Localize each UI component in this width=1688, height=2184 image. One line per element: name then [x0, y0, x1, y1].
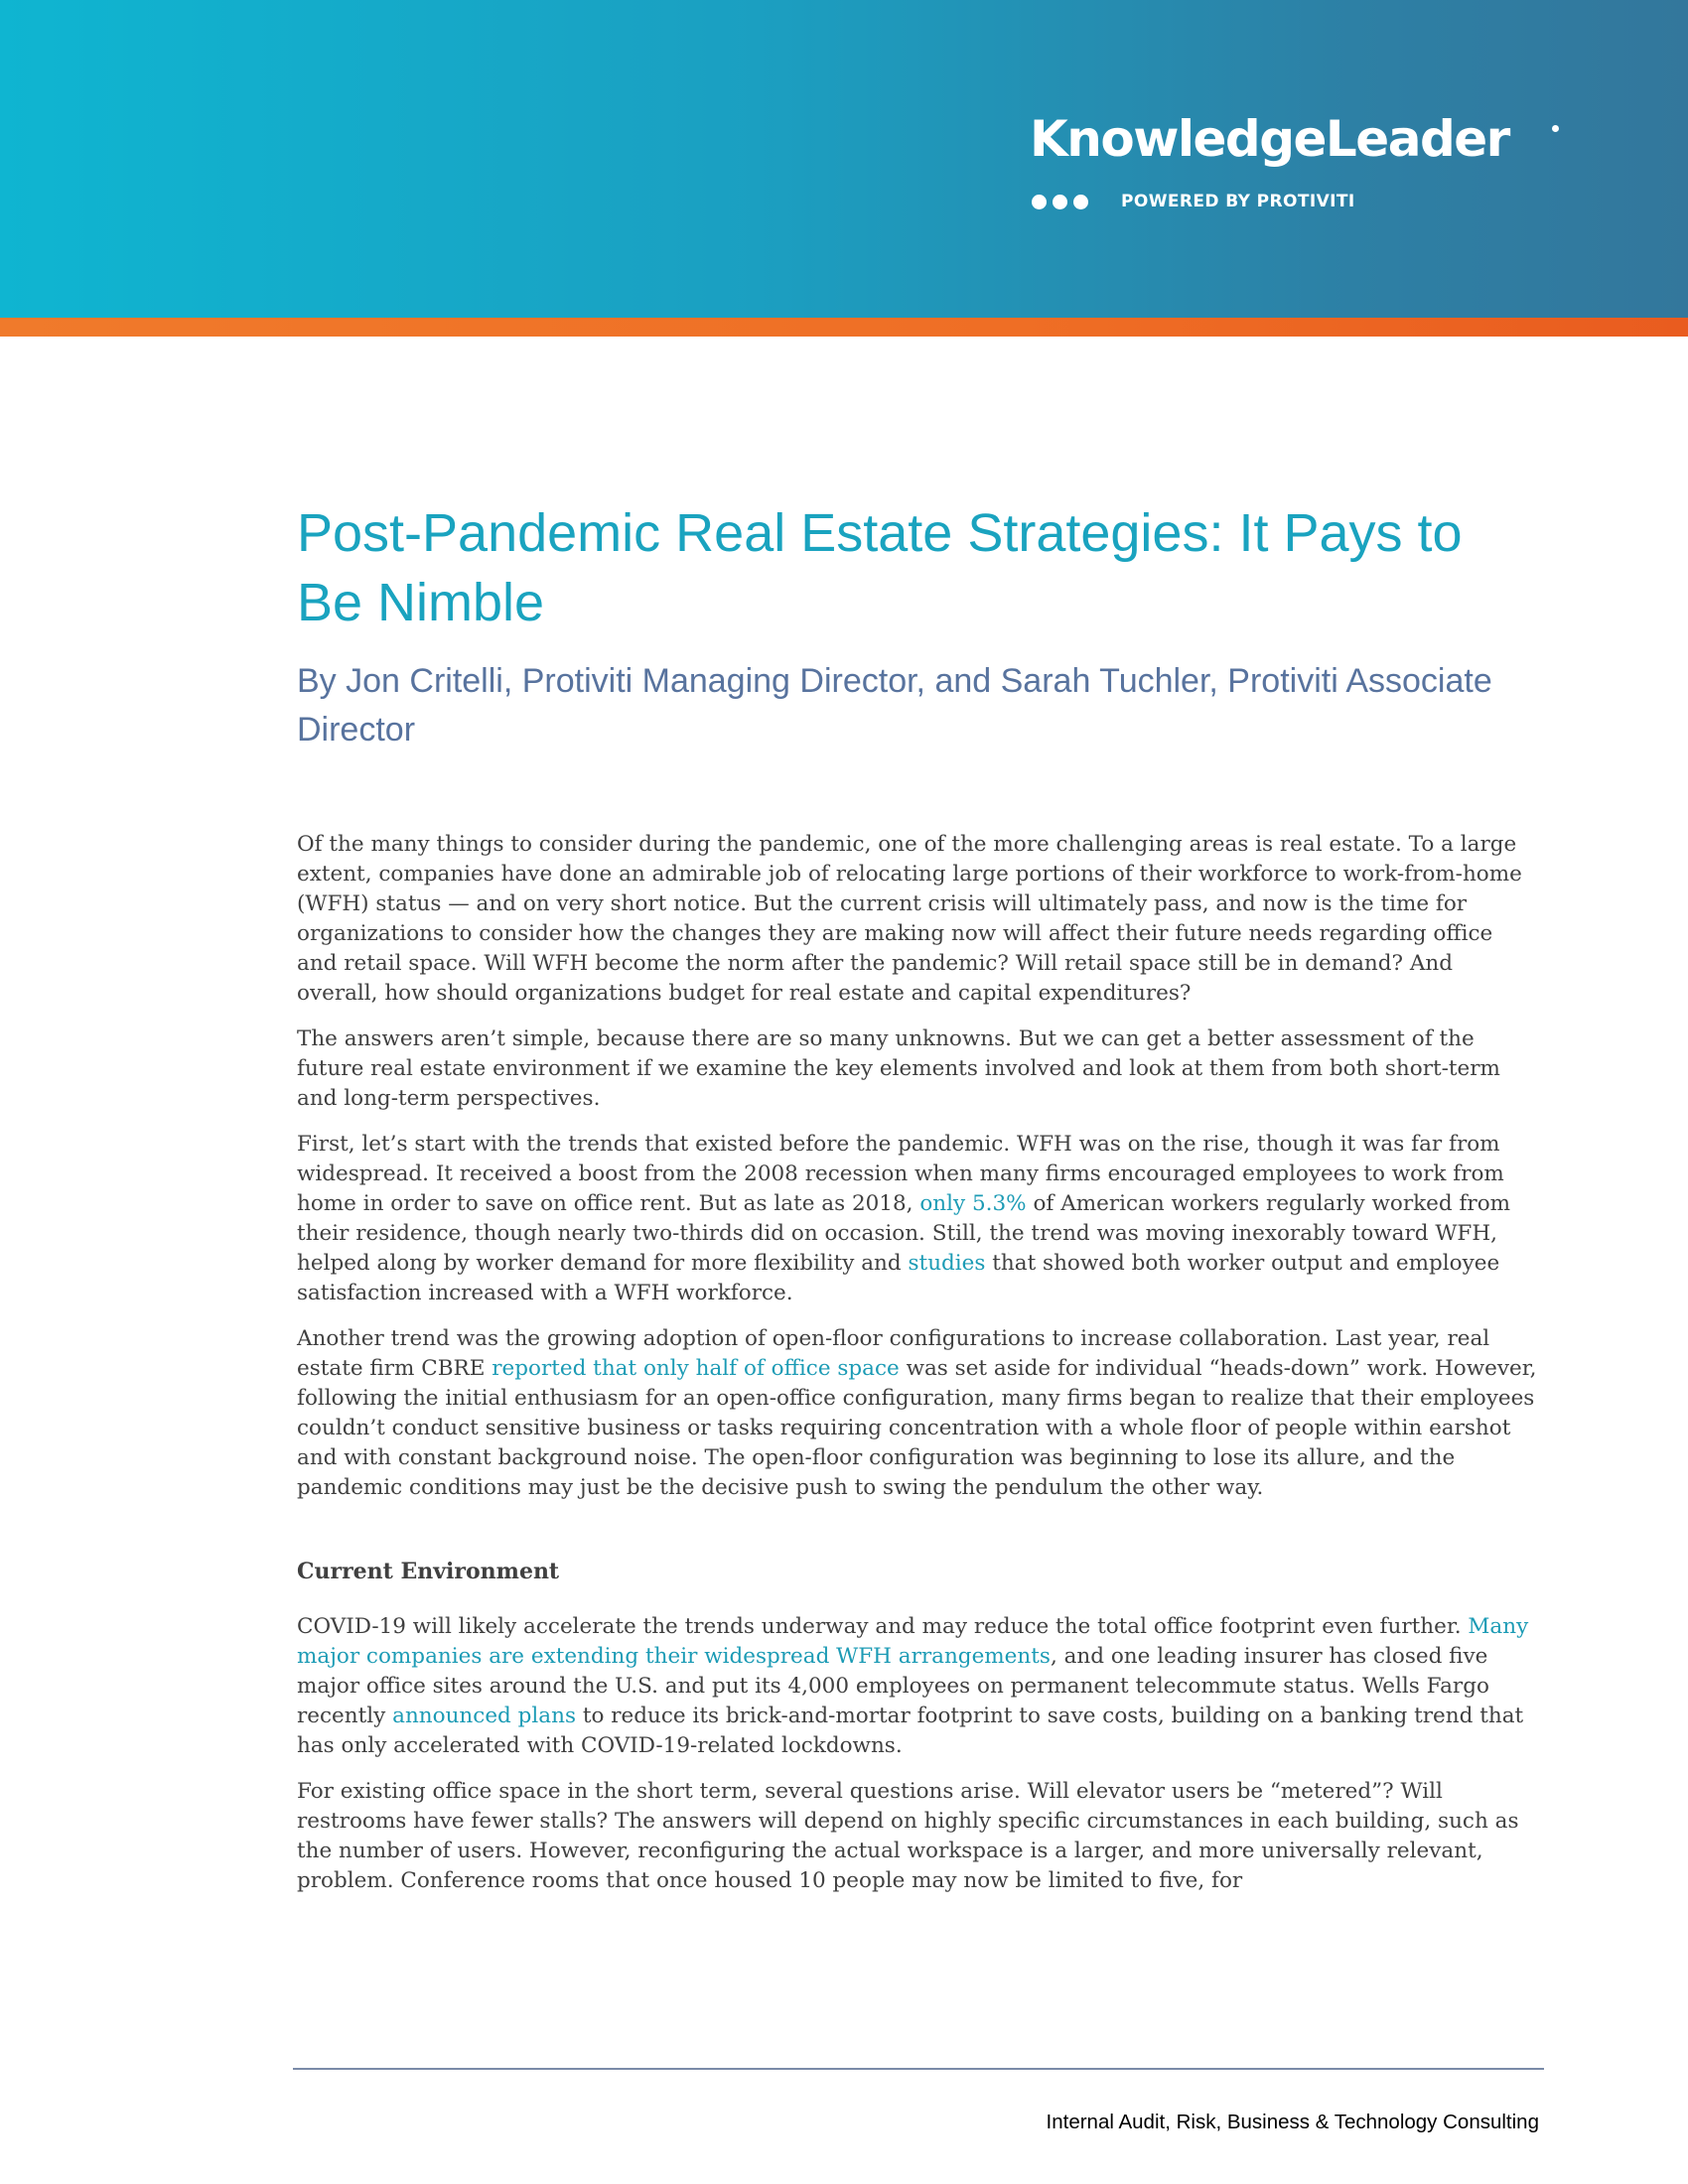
article-body	[297, 830, 1538, 1896]
knowledgeleader-logo[interactable]	[1030, 107, 1566, 216]
section-heading-current-environment: Current Environment	[297, 1559, 560, 1584]
accent-bar	[0, 318, 1688, 337]
link-cbre-report[interactable]: reported that only half of office space	[492, 1356, 900, 1381]
paragraph-4	[297, 1324, 1538, 1503]
paragraph-2: The answers aren’t simple, because there are so many unknowns. But we can get a better assessment of the future real estate environment if we examine the key elements involved and look at them from both short-term and long-term perspectives.	[297, 1026, 1500, 1111]
paragraph-5	[297, 1612, 1538, 1761]
paragraph-1: Of the many things to consider during the pandemic, one of the more challenging areas is real estate. To a large extent, companies have done an admirable job of relocating large portions of their workforce to work-from-home (WFH) status — and on very short notice. But the current crisis will ultimately pass, and now is the time for organizations to consider how the changes they are making now will affect their future needs regarding office and retail space. Will WFH become the norm after the pandemic? Will retail space still be in demand? And overall, how should organizations budget for real estate and capital expenditures?	[297, 832, 1522, 1006]
article-byline: By Jon Critelli, Protiviti Managing Director, and Sarah Tuchler, Protiviti Associate Director	[297, 662, 1492, 749]
paragraph-5-text-3: to reduce its brick-and-mortar footprint to save costs, building on a banking trend that has only accelerated with COVID-19-related lockdowns.	[297, 1704, 1524, 1758]
paragraph-3-text-3: that showed both worker output and employee satisfaction increased with a WFH workforce.	[297, 1251, 1500, 1305]
paragraph-3-text-2: of American workers regularly worked from their residence, though nearly two-thirds did on occasion. Still, the trend was moving inexorably toward WFH, helped along by worker demand for more flexibility and	[297, 1191, 1511, 1276]
link-announced-plans[interactable]: announced plans	[392, 1704, 576, 1728]
paragraph-3-text-1: First, let’s start with the trends that existed before the pandemic. WFH was on the rise, though it was far from widespread. It received a boost from the 2008 recession when many firms encouraged employees to work from home in order to save on office rent. But as late as 2018,	[297, 1132, 1504, 1216]
paragraph-5-text-2: , and one leading insurer has closed five major office sites around the U.S. and put its 4,000 employees on permanent telecommute status. Wells Fargo recently	[297, 1644, 1489, 1728]
article-title: Post-Pandemic Real Estate Strategies: It Pays to Be Nimble	[297, 503, 1463, 632]
article	[297, 498, 1538, 1912]
paragraph-6: For existing office space in the short term, several questions arise. Will elevator users be “metered”? Will restrooms have fewer stalls? The answers will depend on highly specific circumstances in each building, such as the number of users. However, reconfiguring the actual workspace is a larger, and more universally relevant, problem. Conference rooms that once housed 10 people may now be limited to five, for	[297, 1779, 1519, 1893]
link-studies[interactable]: studies	[908, 1251, 986, 1276]
powered-by-text: POWERED BY PROTIVITI	[1121, 192, 1355, 211]
footer-tagline: Internal Audit, Risk, Business & Technology Consulting	[1046, 2111, 1539, 2133]
footer-divider	[293, 2068, 1544, 2070]
three-dots-icon	[1032, 195, 1091, 210]
paragraph-4-text-1: Another trend was the growing adoption of open-floor configurations to increase collaboration. Last year, real estate firm CBRE	[297, 1326, 1490, 1381]
paragraph-3	[297, 1130, 1538, 1308]
paragraph-4-text-2: was set aside for individual “heads-down” work. However, following the initial enthusiasm for an open-office configuration, many firms began to realize that their employees couldn’t conduct sensitive business or tasks requiring concentration with a whole floor of people within earshot and with constant background noise. The open-floor configuration was beginning to lose its allure, and the pandemic conditions may just be the decisive push to swing the pendulum the other way.	[297, 1356, 1537, 1500]
paragraph-5-text-1: COVID-19 will likely accelerate the trends underway and may reduce the total office footprint even further.	[297, 1614, 1469, 1639]
logo-wordmark: KnowledgeLeader	[1030, 110, 1509, 168]
registered-mark-icon	[1552, 125, 1559, 132]
link-only-5-3-percent[interactable]: only 5.3%	[919, 1191, 1027, 1216]
header-banner	[0, 0, 1688, 318]
link-wfh-arrangements[interactable]: Many major companies are extending their widespread WFH arrangements	[297, 1614, 1529, 1669]
